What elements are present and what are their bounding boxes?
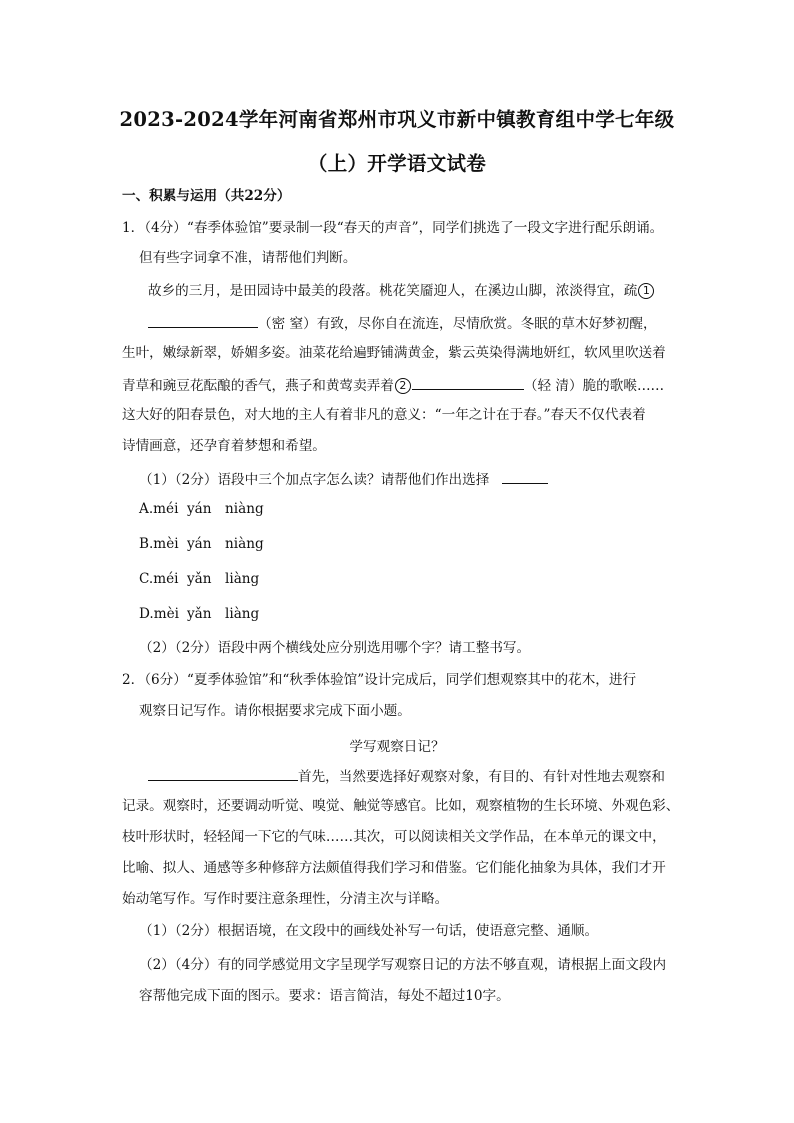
answer-blank-sentence[interactable] — [148, 765, 298, 781]
option-pinyin: yǎn — [187, 606, 212, 622]
option-pinyin: niàng — [225, 501, 264, 517]
q1-sub2: （2）（2分）语段中两个横线处应分别选用哪个字？请工整书写。 — [139, 640, 531, 656]
q1-stem-line2: 但有些字词拿不准，请帮他们判断。 — [139, 250, 357, 266]
option-a[interactable] — [139, 501, 264, 517]
q2-passage-line4: 比喻、拟人、通感等多种修辞方法颇值得我们学习和借鉴。它们能化抽象为具体，我们才开 — [122, 860, 666, 876]
option-pinyin: yǎn — [187, 571, 212, 587]
option-label: B.mèi — [139, 536, 179, 552]
exam-title-line1: 2023-2024学年河南省郑州市巩义市新中镇教育组中学七年级 — [119, 108, 675, 131]
option-c[interactable] — [139, 571, 259, 587]
q2-sub2-line1: （2）（4分）有的同学感觉用文字呈现学写观察日记的方法不够直观，请根据上面文段内 — [139, 957, 667, 973]
answer-blank-2[interactable] — [412, 374, 524, 390]
blank-number-2: 2 — [395, 378, 411, 394]
option-pinyin: liàng — [225, 606, 260, 622]
q1-passage-text: 青草和豌豆花酝酿的香气，燕子和黄莺卖弄着 — [122, 378, 394, 394]
q2-stem-line1: 2．（6分）“夏季体验馆”和“秋季体验馆”设计完成后，同学们想观察其中的花木，进行 — [122, 672, 637, 688]
q1-passage-line2 — [148, 312, 657, 334]
section-heading: 一、积累与运用（共22分） — [122, 188, 291, 204]
q1-passage-line6: 诗情画意，还孕育着梦想和希望。 — [122, 438, 326, 454]
q2-passage-line2: 记录。观察时，还要调动听觉、嗅觉、触觉等感官。比如，观察植物的生长环境、外观色彩、 — [122, 798, 680, 814]
q2-sub2-line2: 容帮他完成下面的图示。要求：语言简洁，每处不超过10字。 — [139, 988, 510, 1004]
q2-stem-line2: 观察日记写作。请你根据要求完成下面小题。 — [139, 703, 411, 719]
q2-passage-line3: 枝叶形状时，轻轻闻一下它的气味……其次，可以阅读相关文学作品，在本单元的课文中， — [122, 829, 666, 845]
q1-passage-text: （轻 清）脆的歌喉…… — [523, 378, 665, 394]
q1-passage-line3: 生叶，嫩绿新翠，娇媚多姿。油菜花给遍野铺满黄金，紫云英染得满地妍红，软风里吹送着 — [122, 345, 666, 361]
option-pinyin: liàng — [225, 571, 260, 587]
q1-sub1 — [139, 468, 548, 490]
option-pinyin: yán — [187, 536, 212, 552]
option-d[interactable] — [139, 606, 259, 622]
option-label: A.méi — [139, 501, 179, 517]
blank-number-1: 1 — [638, 283, 654, 299]
q2-passage-title: 学写观察日记？ — [349, 739, 445, 755]
option-pinyin: niàng — [225, 536, 264, 552]
q1-passage-line5: 这大好的阳春景色，对大地的主人有着非凡的意义：“一年之计在于春。”春天不仅代表着 — [122, 407, 646, 423]
q2-sub1: （1）（2分）根据语境，在文段中的画线处补写一句话，使语意完整、通顺。 — [139, 923, 599, 939]
option-label: D.mèi — [139, 606, 180, 622]
q2-passage-text: 首先，当然要选择好观察对象，有目的、有针对性地去观察和 — [298, 769, 666, 785]
q2-passage-line1 — [148, 765, 665, 787]
exam-title-line2: （上）开学语文试卷 — [307, 152, 487, 175]
q1-passage-text: （密 窒）有致，尽你自在流连，尽情欣赏。冬眠的草木好梦初醒， — [258, 316, 657, 332]
option-pinyin: yán — [187, 501, 212, 517]
q1-passage-line1 — [148, 281, 655, 301]
q1-stem-line1: 1．（4分）“春季体验馆”要录制一段“春天的声音”，同学们挑选了一段文字进行配乐朗诵。 — [122, 220, 664, 236]
q1-passage-text: 故乡的三月，是田园诗中最美的段落。桃花笑靥迎人，在溪边山脚，浓淡得宜，疏 — [148, 283, 638, 299]
q2-passage-line5: 始动笔写作。写作时要注意条理性，分清主次与详略。 — [122, 891, 449, 907]
option-b[interactable] — [139, 536, 264, 552]
q1-passage-line4 — [122, 374, 664, 396]
answer-blank-choice[interactable] — [502, 468, 548, 484]
option-label: C.méi — [139, 571, 179, 587]
answer-blank-1[interactable] — [148, 312, 258, 328]
q1-sub1-text: （1）（2分）语段中三个加点字怎么读？请帮他们作出选择 — [139, 472, 490, 488]
